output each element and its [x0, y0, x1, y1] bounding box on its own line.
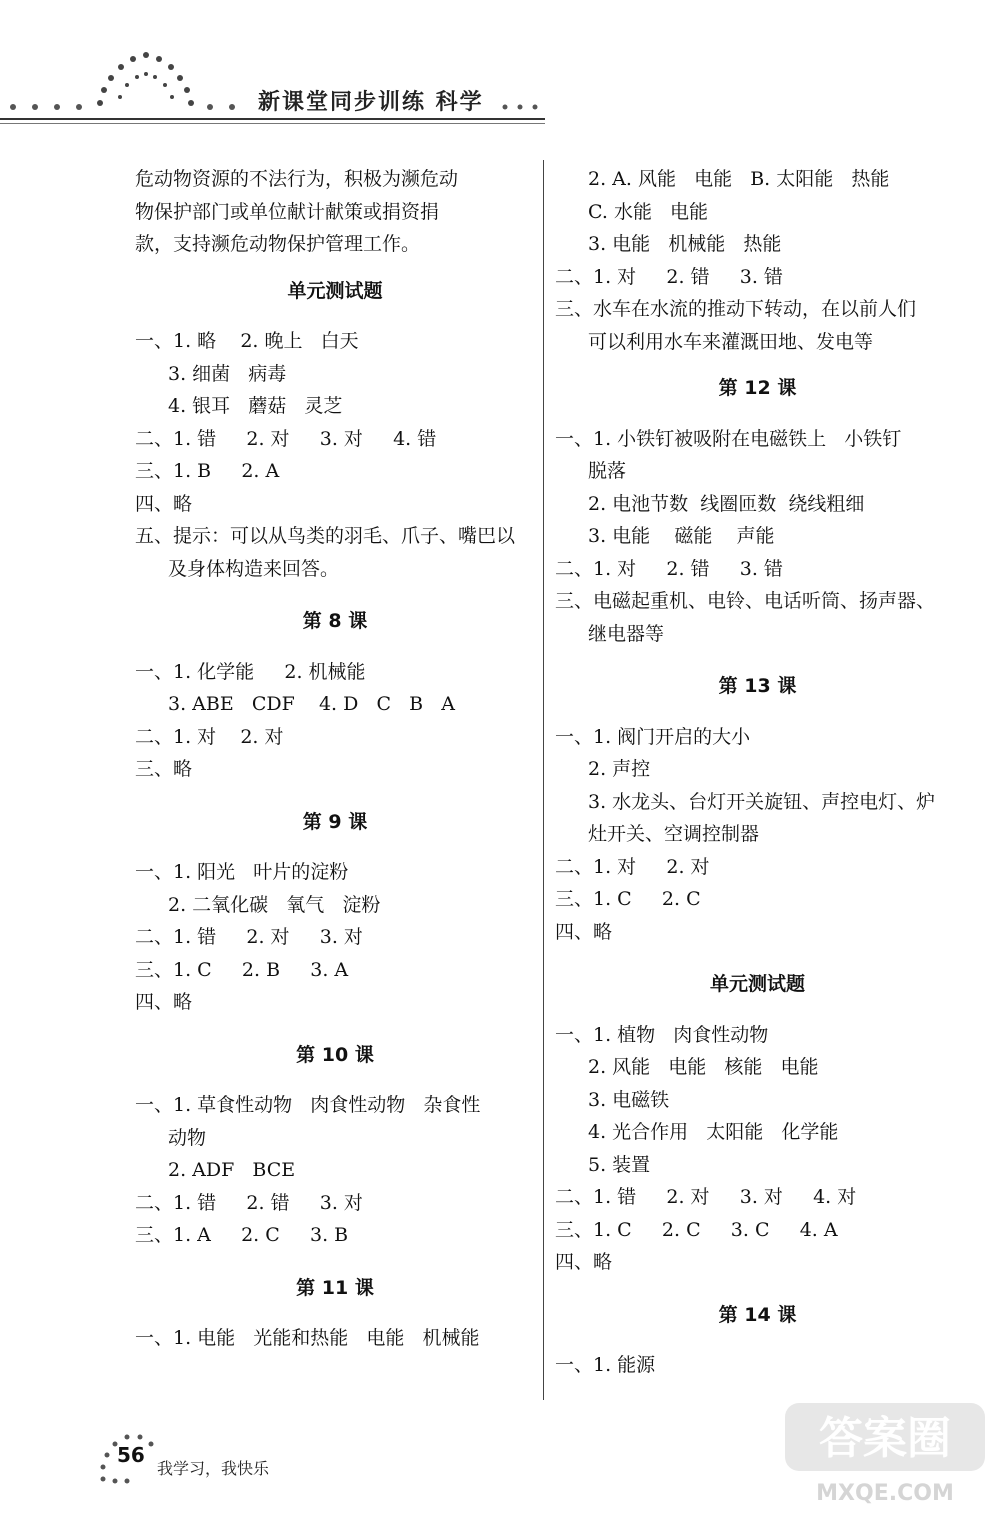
answer-line: 四、略	[555, 1251, 613, 1273]
answer-line: 3. 电能 磁能 声能	[588, 525, 775, 547]
answer-line: 3. 细菌 病毒	[168, 362, 287, 385]
answer-line: 2. 二氧化碳 氧气 淀粉	[168, 893, 381, 916]
answer-line: 二、1. 错 2. 对 3. 对	[135, 926, 363, 948]
answer-line: 5. 装置	[588, 1153, 651, 1176]
answer-line: 三、1. B 2. A	[135, 460, 280, 482]
section-title: 第 13 课	[718, 675, 797, 697]
answer-line: 三、电磁起重机、电铃、电话听筒、扬声器、	[555, 590, 936, 612]
footer-slogan: 我学习，我快乐	[157, 1459, 270, 1478]
section-title: 单元测试题	[709, 973, 805, 995]
answer-line: 四、略	[135, 492, 193, 515]
intro-line: 危动物资源的不法行为，积极为濒危动	[135, 168, 459, 190]
section-title: 第 14 课	[718, 1303, 797, 1326]
header-title: 新课堂同步训练 科学	[258, 90, 484, 115]
section-title: 第 12 课	[718, 377, 797, 399]
right-column	[555, 163, 960, 1382]
intro-line: 二、1. 对 2. 错 3. 错	[555, 265, 783, 288]
answer-line: 二、1. 对 2. 对	[555, 855, 710, 878]
answer-line: 一、1. 阀门开启的大小	[555, 725, 751, 748]
answer-line: 2. 声控	[588, 758, 651, 780]
answer-line: 一、1. 小铁钉被吸附在电磁铁上 小铁钉	[555, 427, 902, 450]
page-number: 56	[117, 1443, 145, 1467]
answer-line: 一、1. 植物 肉食性动物	[555, 1023, 769, 1046]
answer-line: 3. 水龙头、台灯开关旋钮、声控电灯、炉	[588, 790, 936, 813]
answer-line: 三、1. C 2. B 3. A	[135, 958, 349, 981]
answer-line: 二、1. 对 2. 对	[135, 725, 284, 748]
answer-line: 二、1. 错 2. 对 3. 对 4. 错	[135, 427, 437, 450]
answer-line: 3. ABE CDF 4. D C B A	[168, 693, 455, 715]
answer-line: 及身体构造来回答。	[168, 557, 340, 580]
intro-line: 2. A. 风能 电能 B. 太阳能 热能	[588, 168, 890, 190]
watermark-logo	[780, 1395, 990, 1510]
watermark-logo-text: 答案圈	[819, 1413, 951, 1464]
answer-line: 动物	[168, 1126, 207, 1149]
section-title: 第 10 课	[296, 1043, 374, 1066]
answer-line: 2. 电池节数 线圈匝数 绕线粗细	[588, 492, 865, 515]
header-rule	[0, 118, 545, 120]
answer-line: 继电器等	[588, 622, 665, 645]
answer-line: 三、1. A 2. C 3. B	[135, 1224, 349, 1246]
answer-line: 一、1. 化学能 2. 机械能	[135, 660, 366, 683]
section-title: 第 9 课	[302, 810, 368, 833]
answer-line: 一、1. 电能 光能和热能 电能 机械能	[135, 1327, 480, 1349]
answer-line: 一、1. 略 2. 晚上 白天	[135, 330, 359, 352]
answer-line: 2. ADF BCE	[168, 1159, 296, 1181]
answer-line: 二、1. 错 2. 错 3. 对	[135, 1191, 363, 1214]
watermark-url: MXQE.COM	[816, 1481, 954, 1506]
answer-line: 二、1. 错 2. 对 3. 对 4. 对	[555, 1186, 857, 1208]
answer-line: 一、1. 草食性动物 肉食性动物 杂食性	[135, 1094, 481, 1116]
column-divider	[543, 160, 544, 1400]
left-column	[135, 163, 535, 1355]
section-title: 单元测试题	[287, 279, 383, 302]
intro-line: C. 水能 电能	[588, 200, 709, 223]
section-title: 第 11 课	[296, 1276, 374, 1299]
intro-line: 3. 电能 机械能 热能	[588, 233, 782, 255]
answer-line: 四、略	[555, 920, 613, 943]
answer-line: 4. 光合作用 太阳能 化学能	[588, 1121, 839, 1143]
answer-line: 一、1. 阳光 叶片的淀粉	[135, 861, 349, 883]
answer-line: 三、略	[135, 758, 193, 780]
header-rule-thin	[0, 123, 545, 124]
answer-line: 三、1. C 2. C 3. C 4. A	[555, 1218, 838, 1241]
answer-line: 3. 电磁铁	[588, 1088, 670, 1111]
answer-line: 三、1. C 2. C	[555, 888, 701, 910]
answer-line: 脱落	[588, 460, 627, 482]
intro-line: 三、水车在水流的推动下转动，在以前人们	[555, 298, 917, 320]
answer-line: 五、提示：可以从鸟类的羽毛、爪子、嘴巴以	[135, 525, 516, 547]
section-title: 第 8 课	[302, 610, 368, 632]
answer-line: 二、1. 对 2. 错 3. 错	[555, 557, 783, 580]
intro-line: 物保护部门或单位献计献策或捐资捐	[135, 200, 440, 223]
answer-line: 4. 银耳 蘑菇 灵芝	[168, 395, 343, 417]
intro-line: 可以利用水车来灌溉田地、发电等	[588, 330, 874, 353]
answer-line: 灶开关、空调控制器	[588, 823, 760, 845]
intro-line: 款，支持濒危动物保护管理工作。	[135, 233, 421, 255]
answer-line: 四、略	[135, 991, 193, 1013]
page-header	[0, 0, 1000, 140]
answer-line: 一、1. 能源	[555, 1354, 656, 1376]
answer-line: 2. 风能 电能 核能 电能	[588, 1056, 819, 1078]
page-footer	[95, 1425, 395, 1485]
